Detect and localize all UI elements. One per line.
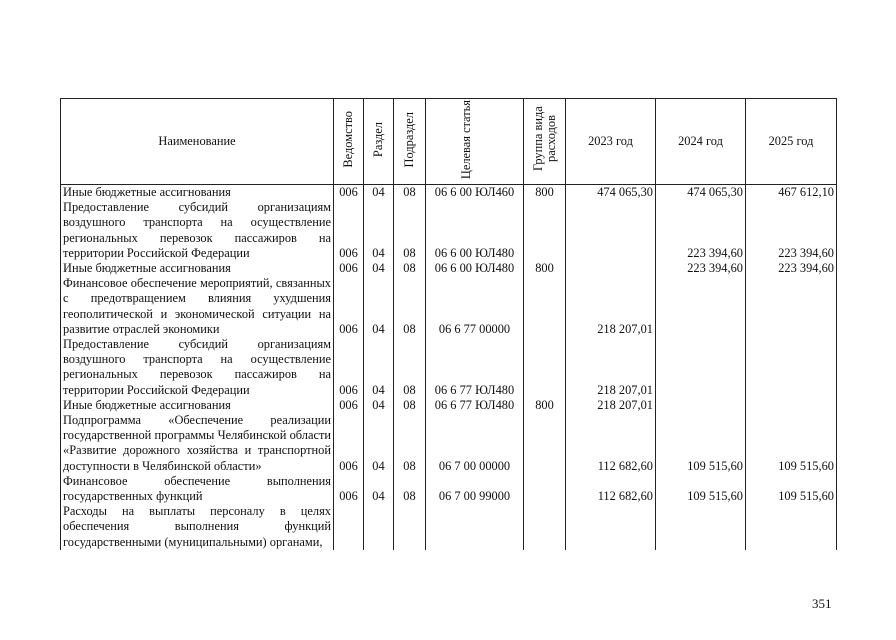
row-2023 [566,261,656,276]
row-vid-rashodov: 800 [524,398,566,413]
row-ved: 006 [334,276,364,337]
row-name: Предоставление субсидий организациям воздушного транспорта на осуществление региональных перевозок пассажиров на территории Российской Федерации [61,337,334,398]
row-2025 [746,276,837,337]
row-2024 [656,337,746,398]
row-vid-rashodov [524,276,566,337]
table-header-row [61,99,837,185]
row-name: Финансовое обеспечение мероприятий, связанных с предотвращением влияния ухудшения геополитической и экономической ситуации на развитие отраслей экономики [61,276,334,337]
row-razdel: 04 [364,261,394,276]
row-name: Иные бюджетные ассигнования [61,185,334,201]
row-2024: 474 065,30 [656,185,746,201]
row-name: Финансовое обеспечение выполнения государственных функций [61,474,334,504]
row-vid-rashodov: 800 [524,261,566,276]
row-name: Расходы на выплаты персоналу в целях обеспечения выполнения функций государственными (муниципальными) органами, [61,504,334,550]
row-2024 [656,398,746,413]
row-podrazdel: 08 [394,276,426,337]
row-celevaya-statya: 06 6 00 ЮЛ480 [426,261,524,276]
row-name: Подпрограмма «Обеспечение реализации государственной программы Челябинской области «Развитие дорожного хозяйства и транспортной доступности в Челябинской области» [61,413,334,474]
row-razdel: 04 [364,337,394,398]
row-podrazdel: 08 [394,261,426,276]
table-row-continued [61,504,837,550]
row-2023: 474 065,30 [566,185,656,201]
row-2024: 223 394,60 [656,200,746,261]
row-vid-rashodov [524,200,566,261]
table-row [61,261,837,276]
row-celevaya-statya: 06 7 00 00000 [426,413,524,474]
header-2024: 2024 год [656,99,746,185]
row-podrazdel: 08 [394,398,426,413]
row-2023: 218 207,01 [566,276,656,337]
row-2023: 218 207,01 [566,398,656,413]
row-celevaya-statya: 06 6 00 ЮЛ480 [426,200,524,261]
row-2025 [746,398,837,413]
row-razdel: 04 [364,474,394,504]
header-2023: 2023 год [566,99,656,185]
row-2023: 112 682,60 [566,474,656,504]
row-vid-rashodov [524,413,566,474]
row-podrazdel: 08 [394,413,426,474]
row-celevaya-statya: 06 6 00 ЮЛ460 [426,185,524,201]
row-2024 [656,276,746,337]
row-2024: 223 394,60 [656,261,746,276]
row-name: Иные бюджетные ассигнования [61,398,334,413]
header-vedomstvo: Ведомство [334,99,364,185]
header-name: Наименование [61,99,334,185]
header-podrazdel: Подраздел [394,99,426,185]
row-ved: 006 [334,474,364,504]
row-2025: 109 515,60 [746,413,837,474]
table-row [61,413,837,474]
header-celevaya-statya: Целевая статья [426,99,524,185]
row-ved: 006 [334,398,364,413]
row-2025: 223 394,60 [746,200,837,261]
budget-table [60,98,837,550]
row-celevaya-statya: 06 7 00 99000 [426,474,524,504]
row-ved: 006 [334,261,364,276]
row-name: Предоставление субсидий организациям воздушного транспорта на осуществление региональных перевозок пассажиров на территории Российской Федерации [61,200,334,261]
row-podrazdel: 08 [394,474,426,504]
row-2023: 112 682,60 [566,413,656,474]
page-number: 351 [812,596,832,611]
row-vid-rashodov: 800 [524,185,566,201]
row-podrazdel: 08 [394,337,426,398]
row-2024: 109 515,60 [656,474,746,504]
row-podrazdel: 08 [394,185,426,201]
table-row [61,398,837,413]
row-podrazdel: 08 [394,200,426,261]
header-2025: 2025 год [746,99,837,185]
row-razdel: 04 [364,398,394,413]
row-ved: 006 [334,200,364,261]
row-2023: 218 207,01 [566,337,656,398]
row-razdel: 04 [364,200,394,261]
table-row [61,474,837,504]
row-ved: 006 [334,413,364,474]
row-celevaya-statya: 06 6 77 ЮЛ480 [426,398,524,413]
row-celevaya-statya: 06 6 77 ЮЛ480 [426,337,524,398]
row-ved: 006 [334,185,364,201]
row-2024: 109 515,60 [656,413,746,474]
header-gruppa-vida-rashodov: Группа вида расходов [524,99,566,185]
row-2025 [746,337,837,398]
row-ved: 006 [334,337,364,398]
row-razdel: 04 [364,276,394,337]
row-celevaya-statya: 06 6 77 00000 [426,276,524,337]
row-2025: 223 394,60 [746,261,837,276]
row-name: Иные бюджетные ассигнования [61,261,334,276]
row-2025: 467 612,10 [746,185,837,201]
table-row [61,337,837,398]
row-vid-rashodov [524,474,566,504]
table-row [61,185,837,201]
table-row [61,200,837,261]
row-razdel: 04 [364,185,394,201]
row-2023 [566,200,656,261]
row-2025: 109 515,60 [746,474,837,504]
row-vid-rashodov [524,337,566,398]
row-razdel: 04 [364,413,394,474]
header-razdel: Раздел [364,99,394,185]
table-row [61,276,837,337]
